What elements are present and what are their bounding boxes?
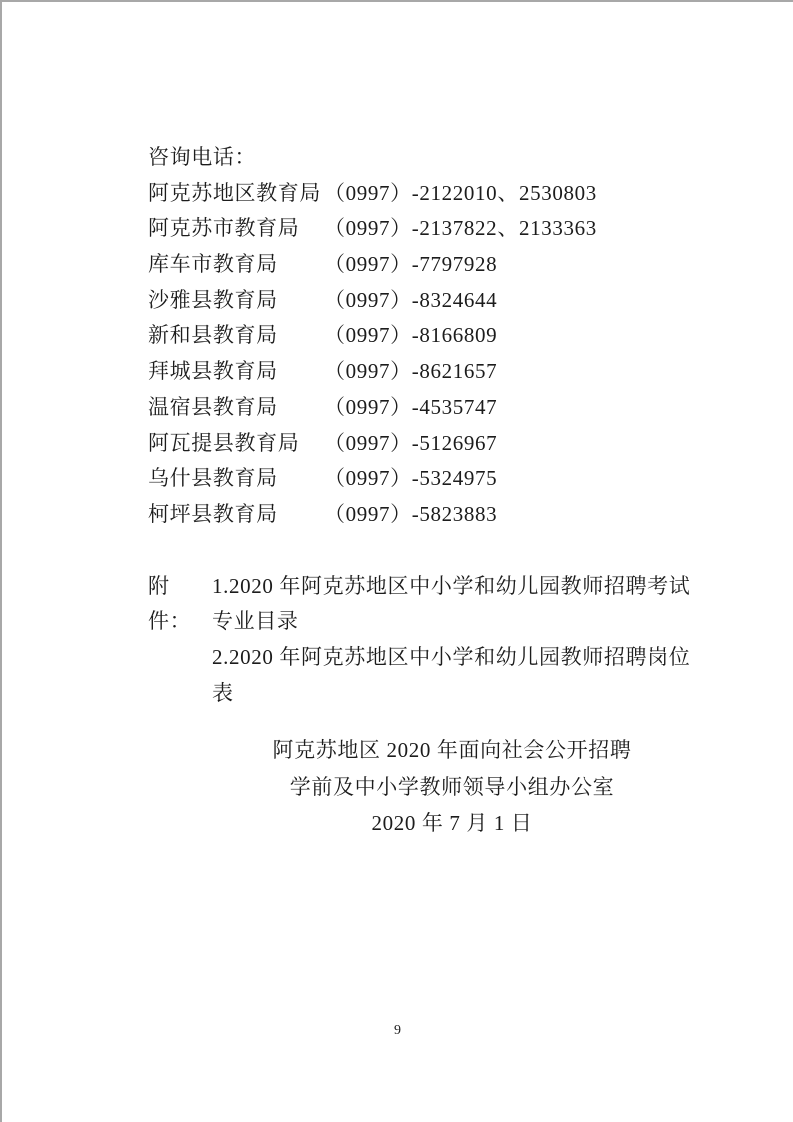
signature-org-line: 学前及中小学教师领导小组办公室 [289,774,615,799]
bureau-name: 库车市教育局 [148,252,278,277]
bureau-name: 新和县教育局 [148,323,278,348]
bureau-phone: （0997）-8166809 [324,323,498,348]
bureau-phone: （0997）-8324644 [324,287,498,312]
bureau-name: 温宿县教育局 [148,394,278,419]
attachments-list [212,569,723,712]
contact-heading: 咨询电话： [148,145,257,169]
bureau-phone: （0997）-7797928 [324,252,498,277]
bureau-phone: （0997）-4535747 [324,394,498,419]
document-content [2,2,793,841]
bureau-name: 乌什县教育局 [148,466,278,491]
attachments-block [148,569,723,712]
bureau-phone: （0997）-8621657 [324,359,498,384]
bureau-name: 沙雅县教育局 [148,287,278,312]
bureau-name: 拜城县教育局 [148,359,278,384]
bureau-name: 柯坪县教育局 [148,501,278,526]
page-number: 9 [394,1023,401,1038]
bureau-phone: （0997）-5324975 [324,466,498,491]
contact-row [148,497,723,533]
contact-row [148,354,723,390]
bureau-phone: （0997）-2137822、2133363 [324,216,597,241]
contact-row [148,426,723,462]
contact-row [148,247,723,283]
signature-block [252,732,652,841]
contact-row [148,318,723,354]
attachment-line: 专业目录 [212,609,299,634]
attachment-line: 2.2020 年阿克苏地区中小学和幼儿园教师招聘岗位 [212,644,691,669]
contact-row [148,283,723,319]
attachment-line: 1.2020 年阿克苏地区中小学和幼儿园教师招聘考试 [212,573,691,598]
bureau-name: 阿克苏市教育局 [148,216,300,241]
contact-row [148,176,723,212]
bureau-name: 阿克苏地区教育局 [148,180,322,205]
contact-row [148,390,723,426]
bureau-phone: （0997）-5126967 [324,430,498,455]
contact-row [148,211,723,247]
signature-date: 2020 年 7 月 1 日 [371,811,533,836]
bureau-phone: （0997）-5823883 [324,501,498,526]
signature-org-line: 阿克苏地区 2020 年面向社会公开招聘 [272,738,632,763]
attachment-line: 表 [212,680,234,705]
attachments-label: 附件： [148,573,192,634]
contact-row [148,461,723,497]
bureau-phone: （0997）-2122010、2530803 [324,180,597,205]
bureau-name: 阿瓦提县教育局 [148,430,300,455]
